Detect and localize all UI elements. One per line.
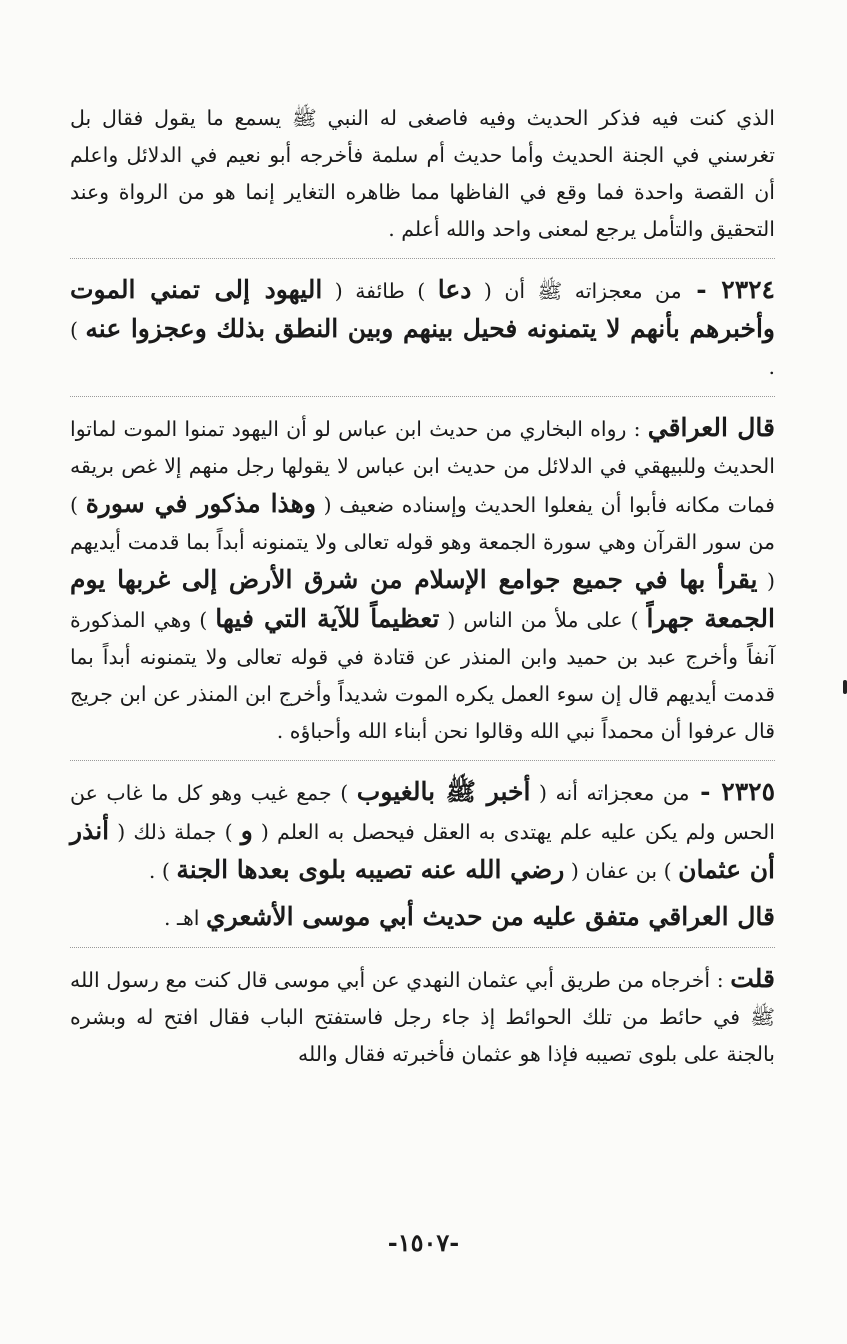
text-segment: ) .: [148, 859, 177, 883]
matn-text: يقرأ بها في جميع جوامع الإسلام من شرق الأرض إلى غربها يوم الجمعة جهراً: [70, 565, 775, 633]
paragraph-continuation: [70, 100, 775, 248]
text-segment: : أخرجاه من طريق أبي عثمان النهدي عن أبي موسى قال كنت مع رسول الله ﷺ في حائط من تلك الحوائط إذ جاء رجل فاستفتح الباب فقال افتح له وبشره بالجنة على بلوى تصيبه فإذا هو عثمان فأخبرته فقال والله: [70, 968, 775, 1066]
paragraph-text: الذي كنت فيه فذكر الحديث وفيه فاصغى له النبي ﷺ يسمع ما يقول فقال بل تغرسني في الجنة الحديث وأما حديث أم سلمة فأخرجه أبو نعيم في الدلائل واعلم أن القصة واحدة فما وقع في الفاظها مما ظاهره التغاير إنما هو من الرواة وعند التحقيق والتأمل يرجع لمعنى واحد والله أعلم .: [70, 106, 775, 241]
matn-text: تعظيماً للآية التي فيها: [215, 604, 440, 633]
text-segment: ) على ملأ من الناس (: [439, 608, 647, 632]
speaker-label: قلت: [730, 964, 775, 993]
matn-text: و: [240, 816, 253, 845]
paragraph-qultu: [70, 960, 775, 1073]
page-body: [70, 100, 775, 1073]
text-segment: ) من سور القرآن وهي سورة الجمعة وهو قوله تعالى ولا يتمنونه أبداً بما قدمت أيديهم (: [70, 493, 775, 593]
text-segment: اهـ .: [163, 906, 206, 930]
text-segment: ) بن عفان (: [564, 859, 679, 883]
text-segment: ) جملة ذلك (: [109, 820, 241, 844]
paragraph-iraqi-2: [70, 898, 775, 937]
text-segment: ) جمع غيب وهو كل ما غاب عن الحس ولم يكن عليه علم يهتدى به العقل فيحصل به العلم (: [70, 781, 775, 844]
scan-edge-mark: [843, 680, 847, 694]
text-segment: ) .: [70, 318, 775, 379]
text-segment: من معجزاته ﷺ أن (: [471, 279, 682, 303]
paragraph-2325: [70, 773, 775, 890]
matn-text: أخبر ﷺ بالغيوب: [356, 777, 531, 806]
page-number: -١٥٠٧-: [387, 1228, 460, 1257]
matn-text: وهذا مذكور في سورة: [85, 489, 316, 518]
matn-text: أنذر أن عثمان: [70, 816, 775, 884]
paragraph-2324: [70, 271, 775, 386]
text-segment: ) طائفة (: [322, 279, 438, 303]
matn-text: اليهود إلى تمني الموت وأخبرهم بأنهم لا يتمنونه فحيل بينهم وبين النطق بذلك وعجزوا عنه: [70, 275, 776, 343]
section-divider: [70, 947, 775, 948]
section-divider: [70, 396, 775, 397]
matn-text: دعا: [437, 275, 472, 304]
hadith-number: ٢٣٢٥ -: [689, 777, 776, 806]
matn-text: رضي الله عنه تصيبه بلوى بعدها الجنة: [176, 855, 565, 884]
section-divider: [70, 760, 775, 761]
text-segment: ) وهي المذكورة آنفاً وأخرج عبد بن حميد وابن المنذر عن قتادة في قوله تعالى ولا يتمنونه أبداً بما قدمت أيديهم قال إن سوء العمل يكره الموت شديداً وأخرج ابن المنذر عن ابن جريج قال عرفوا أن محمداً نبي الله وقالوا نحن أبناء الله وأحباؤه .: [70, 608, 775, 743]
paragraph-iraqi-1: [70, 409, 775, 750]
text-segment: من معجزاته أنه (: [530, 781, 690, 805]
hadith-number: ٢٣٢٤ -: [681, 275, 775, 304]
speaker-label: قال العراقي: [647, 413, 776, 442]
speaker-label: قال العراقي متفق عليه من حديث أبي موسى الأشعري: [206, 902, 775, 931]
section-divider: [70, 258, 775, 259]
text-segment: : رواه البخاري من حديث ابن عباس لو أن اليهود تمنوا الموت لماتوا الحديث وللبيهقي في الدلائل من حديث ابن عباس لا يقولها رجل منهم إلا غص بريقه فمات مكانه فأبوا أن يفعلوا الحديث وإسناده ضعيف (: [70, 417, 775, 517]
